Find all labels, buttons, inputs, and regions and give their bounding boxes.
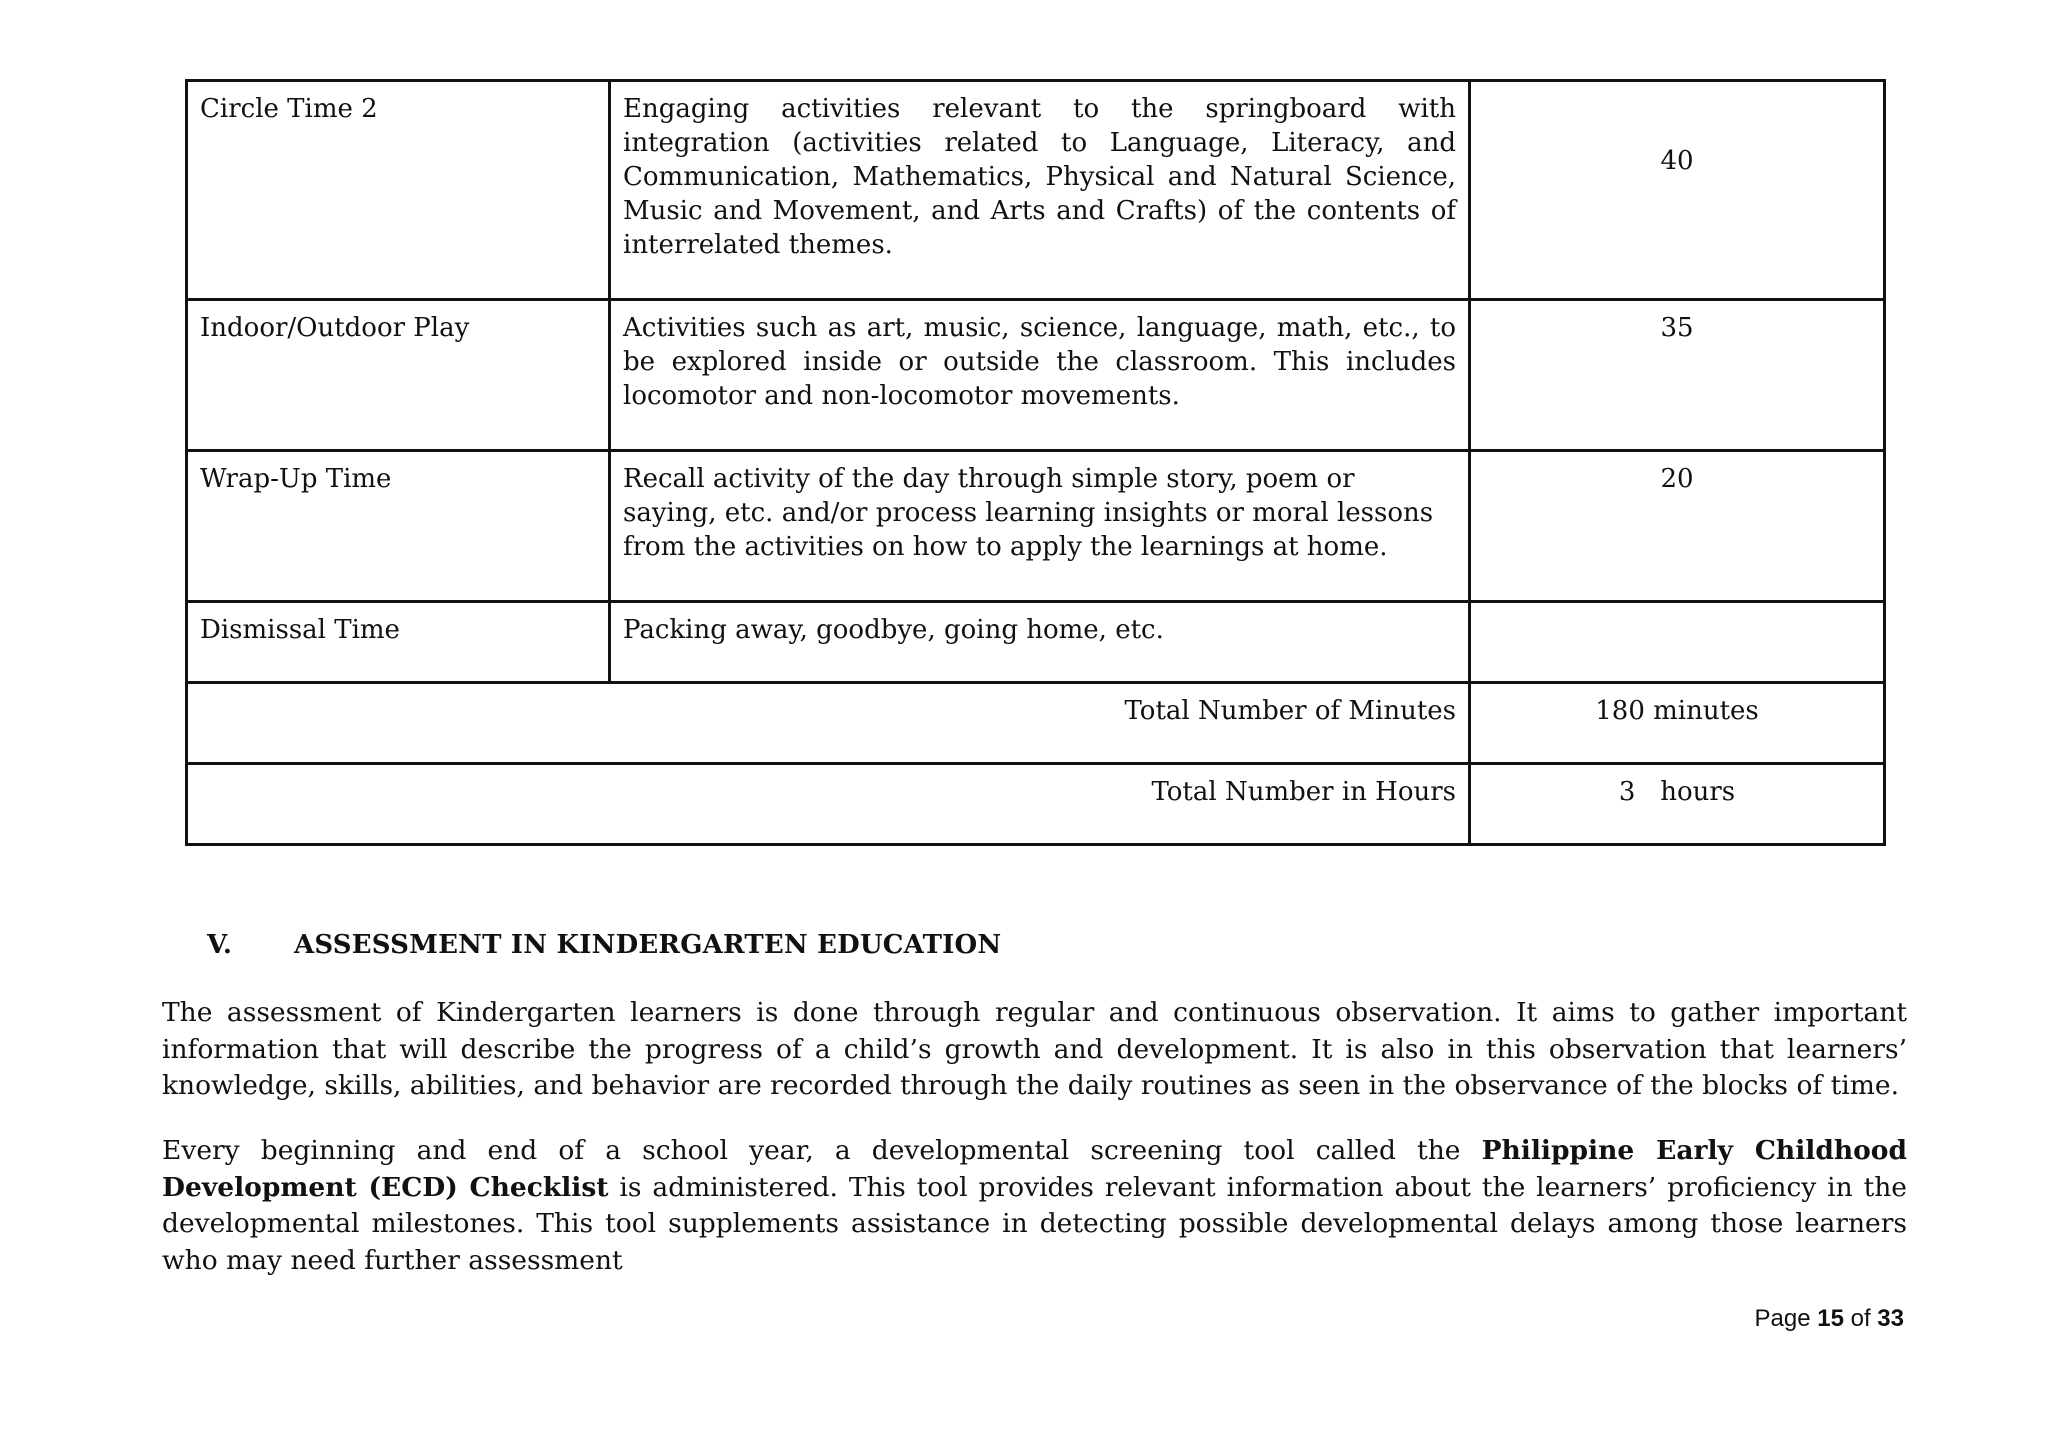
total-minutes-label: Total Number of Minutes [187,683,1470,764]
total-hours-cell [1470,764,1885,845]
minutes-cell: 35 [1470,300,1885,451]
section-heading [207,930,1001,960]
of-label: of [1850,1305,1871,1332]
table-row [187,81,1885,300]
table-row [187,300,1885,451]
section-title: ASSESSMENT IN KINDERGARTEN EDUCATION [294,930,1002,960]
minutes-cell [1470,602,1885,683]
current-page: 15 [1817,1305,1844,1332]
ecd-checklist-term: Philippine Early Childhood Development (ECD) Checklist [162,1135,1907,1203]
paragraph-text: is administered. This tool provides relevant information about the learners’ proficiency in the developmental milestones. This tool supplements assistance in detecting possible developmental delays among those learners who may need further assessment [162,1171,1907,1276]
table-row [187,602,1885,683]
total-hours-label: Total Number in Hours [187,764,1470,845]
section-number: V. [207,930,233,960]
total-hours-row [187,764,1885,845]
paragraph-assessment-intro: The assessment of Kindergarten learners is done through regular and continuous observation. It aims to gather important information that will describe the progress of a child’s growth and development. It is also in this observation that learners’ knowledge, skills, abilities, and behavior are recorded through the daily routines as seen in the observance of the blocks of time. [162,997,1907,1101]
block-name-cell: Circle Time 2 [187,81,610,300]
description-cell: Packing away, goodbye, going home, etc. [610,602,1470,683]
block-name-cell: Indoor/Outdoor Play [187,300,610,451]
total-minutes-value: 180 minutes [1470,683,1885,764]
total-minutes-row [187,683,1885,764]
page-number-footer [1755,1305,1905,1333]
description-cell: Activities such as art, music, science, language, math, etc., to be explored inside or outside the classroom. This includes locomotor and non-locomotor movements. [610,300,1470,451]
description-cell: Engaging activities relevant to the springboard with integration (activities related to Language, Literacy, and Communication, Mathematics, Physical and Natural Science, Music and Movement, and Arts and Crafts) of the contents of interrelated themes. [610,81,1470,300]
table-row [187,451,1885,602]
total-hours-unit: hours [1660,777,1736,807]
schedule-table [185,79,1886,846]
total-pages: 33 [1877,1305,1904,1332]
block-name-cell: Dismissal Time [187,602,610,683]
minutes-cell [1470,81,1885,300]
minutes-value: 40 [1660,146,1694,176]
total-hours-number: 3 [1618,777,1636,807]
page-prefix: Page [1754,1305,1811,1332]
minutes-cell: 20 [1470,451,1885,602]
description-cell: Recall activity of the day through simple story, poem or saying, etc. and/or process learning insights or moral lessons from the activities on how to apply the learnings at home. [610,451,1470,602]
paragraph-text: Every beginning and end of a school year, a developmental screening tool called the [162,1135,1482,1166]
paragraph-ecd-checklist [162,1133,1907,1279]
block-name-cell: Wrap-Up Time [187,451,610,602]
